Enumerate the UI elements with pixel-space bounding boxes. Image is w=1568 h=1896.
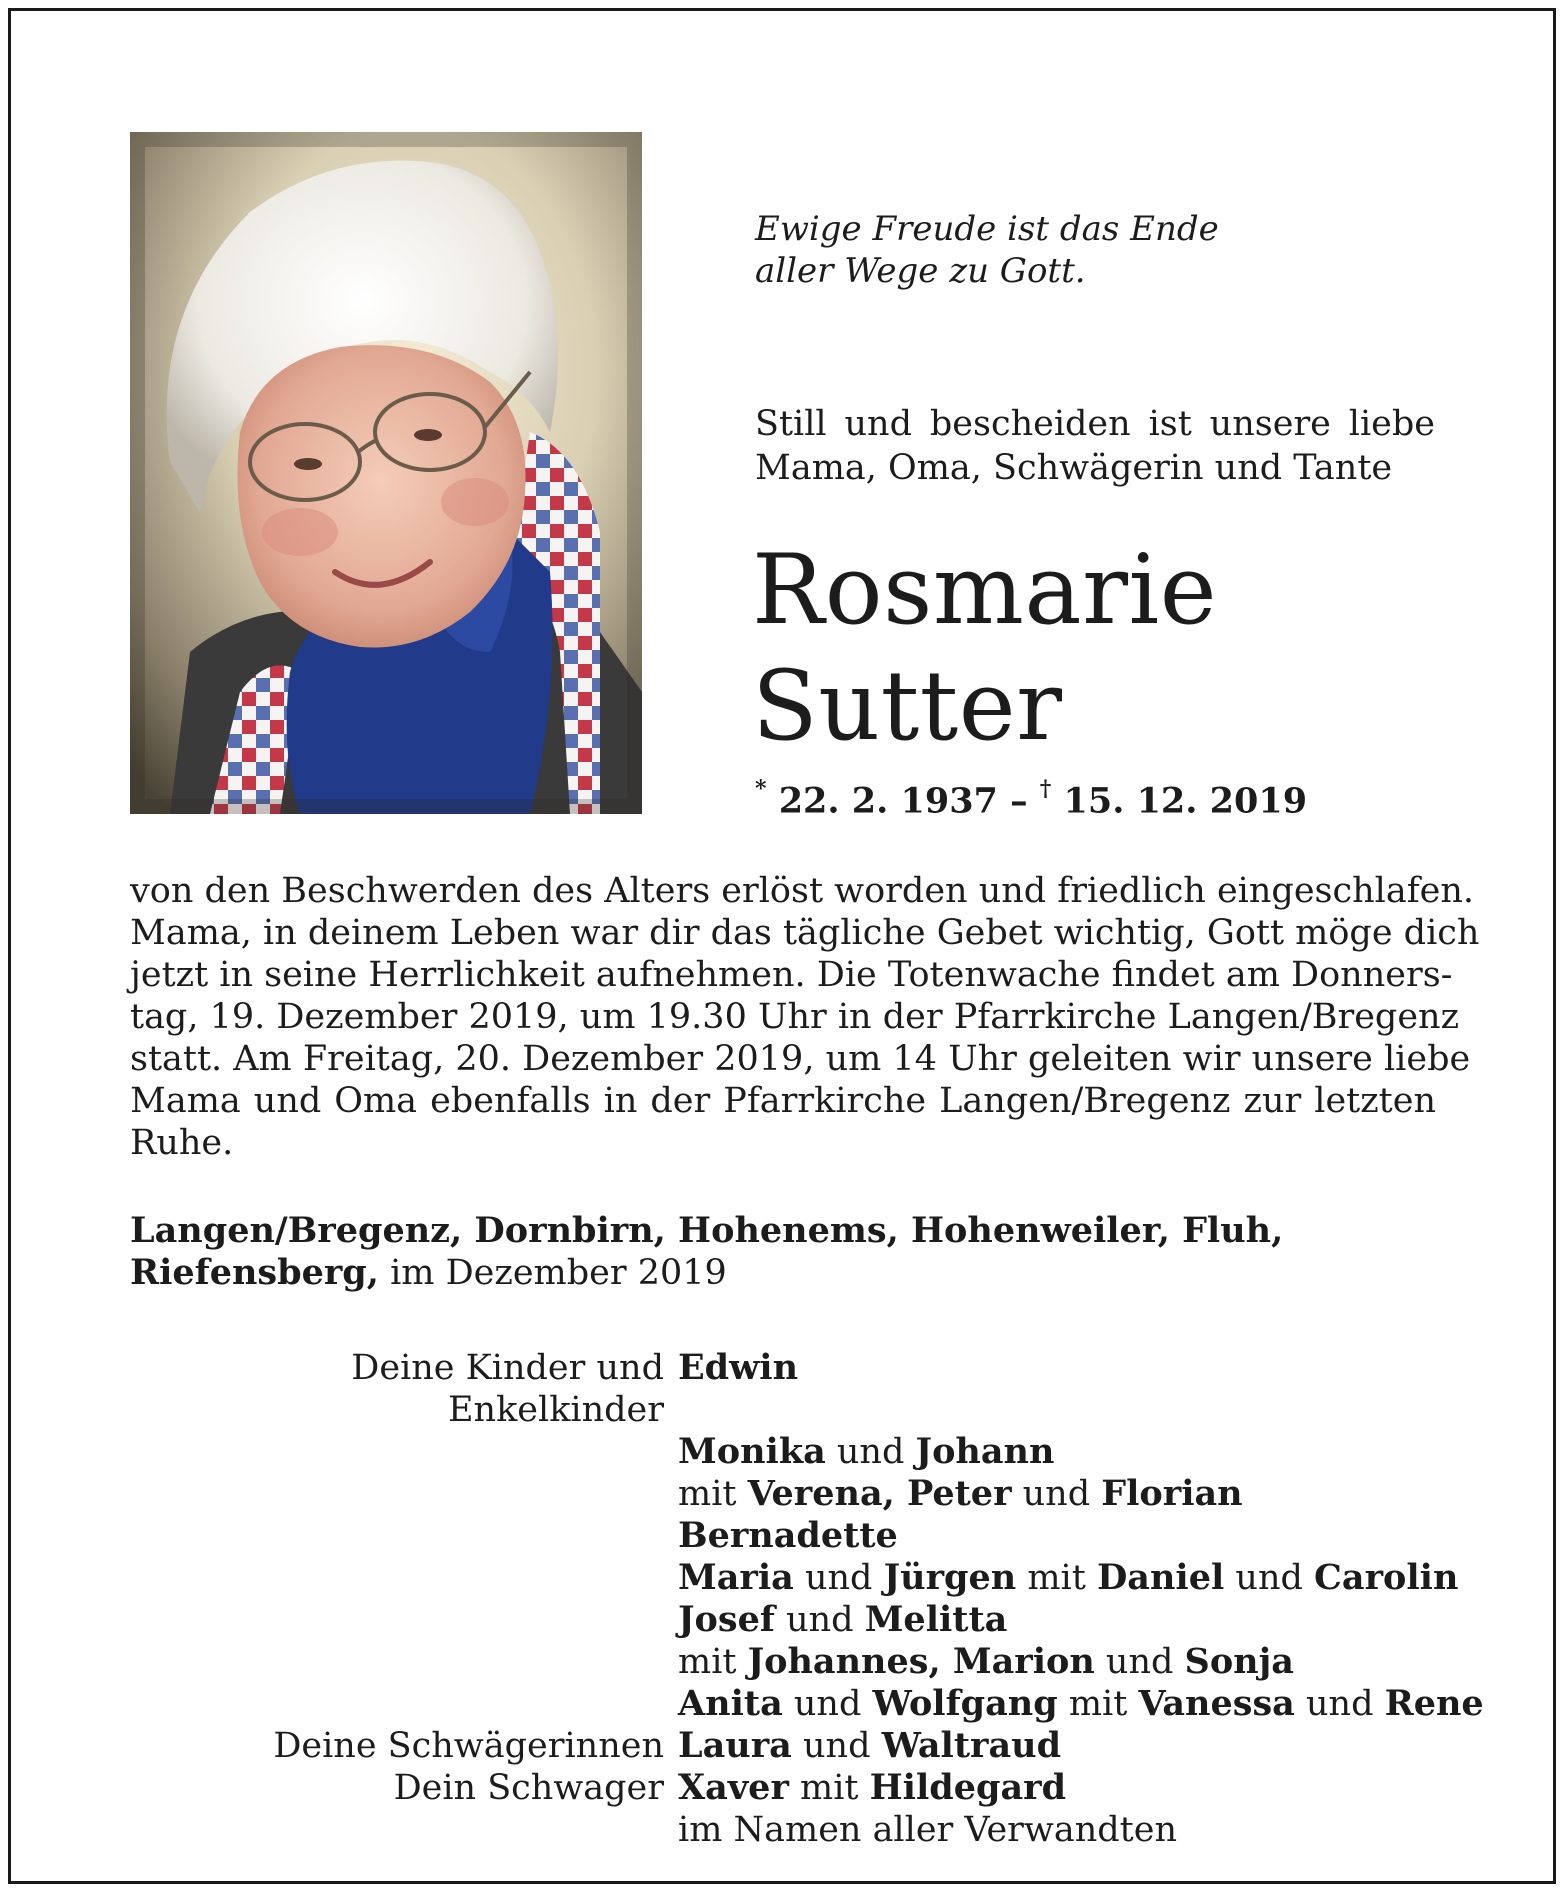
portrait-photo [130,132,642,814]
intro-text [755,402,1435,490]
death-symbol: † [1039,776,1052,802]
first-name: Rosmarie [752,534,1218,646]
body-line: Mama, in deinem Leben war dir das tägliche Gebet wichtig, Gott möge dich [130,913,1480,953]
connector: mit [1057,1684,1139,1724]
family-name: Monika [678,1431,826,1472]
places-list-2: Riefensberg, [130,1252,379,1293]
obituary-text [130,870,1480,1164]
connector: und [774,1600,865,1640]
family-row [130,1515,1460,1557]
connector: mit [788,1768,870,1808]
family-name: Edwin [678,1347,799,1388]
date-dash: – [1010,780,1028,822]
family-row [130,1725,1460,1767]
family-row [130,1767,1460,1809]
family-name: Daniel [1096,1557,1225,1598]
family-row [130,1347,1460,1431]
family-name: Hildegard [869,1767,1067,1808]
intro-line-2: Mama, Oma, Schwägerin und Tante [755,448,1393,488]
family-name: Wolfgang [872,1683,1058,1724]
family-name: Florian [1101,1473,1243,1514]
places-line [130,1210,1436,1294]
family-name: Jürgen [883,1557,1017,1598]
last-name: Sutter [752,650,1063,762]
family-row [130,1431,1460,1473]
deceased-name [752,532,1217,764]
connector: und [1011,1474,1102,1514]
life-dates [755,776,1308,822]
death-date: 15. 12. 2019 [1063,780,1308,822]
family-name: Johannes, Marion [747,1641,1095,1682]
body-line: statt. Am Freitag, 20. Dezember 2019, um 14 Uhr geleiten wir unsere liebe [130,1039,1471,1079]
connector: und [1094,1642,1185,1682]
connector: und [782,1684,873,1724]
family-name: Verena, Peter [747,1473,1012,1514]
family-name: Laura [678,1725,792,1766]
connector: und [825,1432,916,1472]
family-name: Maria [678,1557,794,1598]
birth-date: 22. 2. 1937 [778,780,998,822]
connector: mit [1016,1558,1097,1598]
family-name: Josef [678,1599,775,1640]
closing-text: im Namen aller Verwandten [678,1810,1177,1850]
family-name: Xaver [678,1767,789,1808]
body-line: tag, 19. Dezember 2019, um 19.30 Uhr in der Pfarrkirche Langen/Bregenz [130,997,1460,1037]
family-name: Anita [678,1683,783,1724]
quote-line-2: aller Wege zu Gott. [755,251,1086,291]
family-row [130,1809,1460,1851]
body-line: Mama und Oma ebenfalls in der Pfarrkirche Langen/Bregenz zur letzten [130,1081,1436,1121]
connector: mit [678,1642,748,1682]
places-list-1: Langen/Bregenz, Dornbirn, Hohenems, Hohenweiler, Fluh, [130,1210,1284,1251]
family-name: Carolin [1314,1557,1459,1598]
label-brother-in-law: Dein Schwager [393,1768,664,1808]
connector: und [1224,1558,1315,1598]
family-name: Johann [915,1431,1055,1472]
family-row [130,1473,1460,1515]
family-row [130,1641,1460,1683]
family-name: Waltraud [881,1725,1062,1766]
family-row [130,1599,1460,1641]
connector: mit [678,1474,748,1514]
family-name: Bernadette [678,1515,898,1556]
body-line: Ruhe. [130,1123,234,1163]
body-line: von den Beschwerden des Alters erlöst worden und friedlich eingeschlafen. [130,871,1475,911]
family-row [130,1557,1460,1599]
connector: und [1294,1684,1385,1724]
quote-line-1: Ewige Freude ist das Ende [755,209,1219,249]
label-children: Deine Kinder und Enkelkinder [351,1348,664,1430]
family-list [130,1347,1484,1851]
birth-symbol: * [755,776,767,802]
family-name: Sonja [1184,1641,1294,1682]
family-name: Melitta [864,1599,1008,1640]
family-name: Vanessa [1138,1683,1295,1724]
quote [755,208,1275,292]
body-line: jetzt in seine Herrlichkeit aufnehmen. Die Totenwache findet am Donners- [130,955,1453,995]
connector: und [793,1558,884,1598]
place-date: im Dezember 2019 [378,1253,727,1293]
family-name: Rene [1384,1683,1484,1724]
family-row [130,1683,1484,1725]
intro-line-1: Still und bescheiden ist unsere liebe [755,404,1435,444]
label-sisters-in-law: Deine Schwägerinnen [273,1726,664,1766]
connector: und [791,1726,882,1766]
